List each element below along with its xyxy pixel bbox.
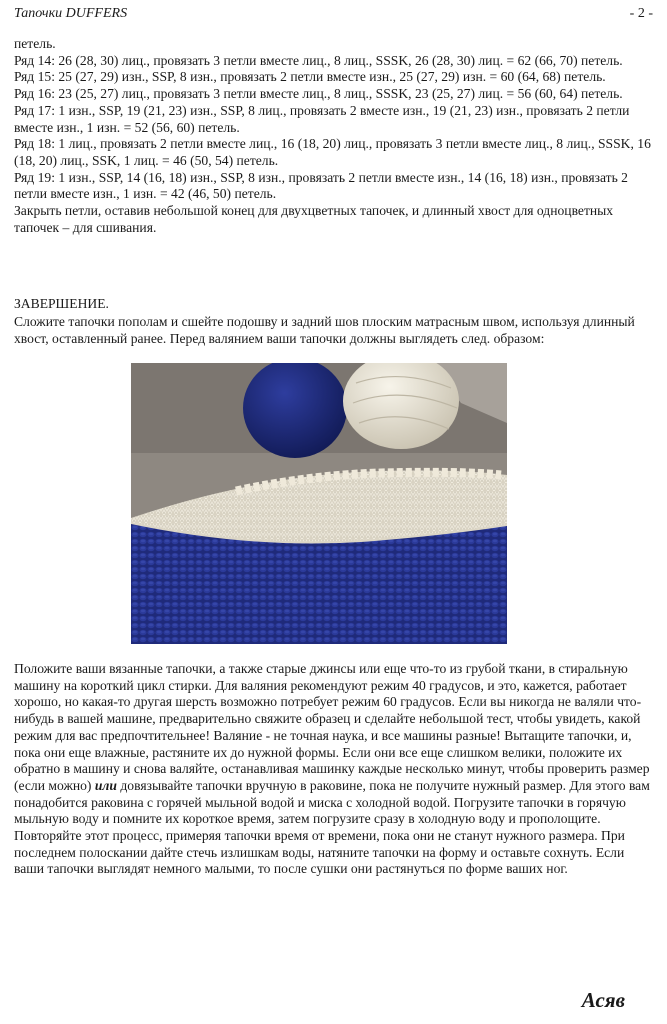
pattern-row: Ряд 14: 26 (28, 30) лиц., провязать 3 петли вместе лиц., 8 лиц., SSSK, 26 (28, 30) лиц. = 62 (66, 70) петель.: [14, 52, 623, 68]
slipper-photo: [131, 363, 507, 644]
document-title: Тапочки DUFFERS: [14, 6, 128, 21]
page-header: [14, 6, 653, 26]
pattern-row: петель.: [14, 36, 56, 51]
finishing-heading: ЗАВЕРШЕНИЕ.: [14, 296, 109, 311]
page-number: - 2 -: [629, 6, 653, 21]
finishing-text: [14, 314, 654, 347]
felting-text: [14, 661, 654, 878]
pattern-row: Ряд 18: 1 лиц., провязать 2 петли вместе лиц., 16 (18, 20) лиц., провязать 3 петли вместе лиц., 8 лиц., SSSK, 16 (18, 20) лиц., SSK, 1 лиц. = 46 (50, 54) петель.: [14, 136, 651, 168]
pattern-row: Ряд 15: 25 (27, 29) изн., SSP, 8 изн., провязать 2 петли вместе изн., 25 (27, 29) изн. = 60 (64, 68) петель.: [14, 69, 606, 85]
pattern-row: Ряд 19: 1 изн., SSP, 14 (16, 18) изн., SSP, 8 изн., провязать 2 петли вместе изн., 14 (16, 18) изн., провязать 2 петли вместе изн., 1 изн. = 42 (46, 50) петель.: [14, 169, 628, 202]
finishing-paragraph: Сложите тапочки пополам и сшейте подошву и задний шов плоским матрасным швом, используя длинный хвост, оставленный ранее. Перед валянием ваши тапочки должны выглядеть след. образом:: [14, 314, 635, 346]
author-signature: Асяв: [581, 988, 625, 1012]
pattern-row: Ряд 17: 1 изн., SSP, 19 (21, 23) изн., SSP, 8 лиц., провязать 2 вместе изн., 19 (21, 23) изн., провязать 2 петли вместе изн., 1 изн. = 52 (56, 60) петель.: [14, 102, 630, 135]
pattern-row: Ряд 16: 23 (25, 27) лиц., провязать 3 петли вместе лиц., 8 лиц., SSSK, 23 (25, 27) лиц. = 56 (60, 64) петель.: [14, 86, 623, 102]
felting-emphasis: или: [94, 777, 117, 793]
felting-text-part: довязывайте тапочки вручную в раковине, пока не получите нужный размер. Для этого вам понадобится раковина с горячей мыльной водой и миска с холодной водой. Погрузите тапочки в горячую мыльную воду и помните их короткое время, затем погрузите сразу в холодную воду и прополощите. Повторяйте этот процесс, примеряя тапочки время от времени, пока они не станут нужного размера. При последнем полоскании дайте стечь излишкам воды, натяните тапочки на форму и оставьте сохнуть. Если ваши тапочки выглядят немного малыми, то после сушки они растянуться по форме ваших ног.: [14, 777, 650, 877]
pattern-rows: [14, 36, 654, 236]
pattern-row: Закрыть петли, оставив небольшой конец для двухцветных тапочек, и длинный хвост для одноцветных тапочек – для сшивания.: [14, 203, 614, 235]
felting-paragraph: [14, 661, 654, 878]
felting-text-part: Положите ваши вязанные тапочки, а также старые джинсы или еще что-то из грубой ткани, в стиральную машину на короткий цикл стирки. Для валяния рекомендуют режим 40 градусов, и это, кажется, работает хорошо, но какая-то другая шерсть возможно потребует режим 60 градусов. Если вы никогда не валяли что-нибудь в вашей машине, предварительно свяжите образец и сделайте небольшой тест, чтобы увидеть, какой режим для вас предпочтительнее! Валяние - не точная наука, и все машины разные! Вытащите тапочки, и, пока они еще влажные, растяните их до нужной формы. Если они все еще слишком велики, положите их обратно в машину и снова валяйте, останавливая машинку каждые несколько минут, чтобы проверить размер (если можно): [14, 661, 650, 793]
